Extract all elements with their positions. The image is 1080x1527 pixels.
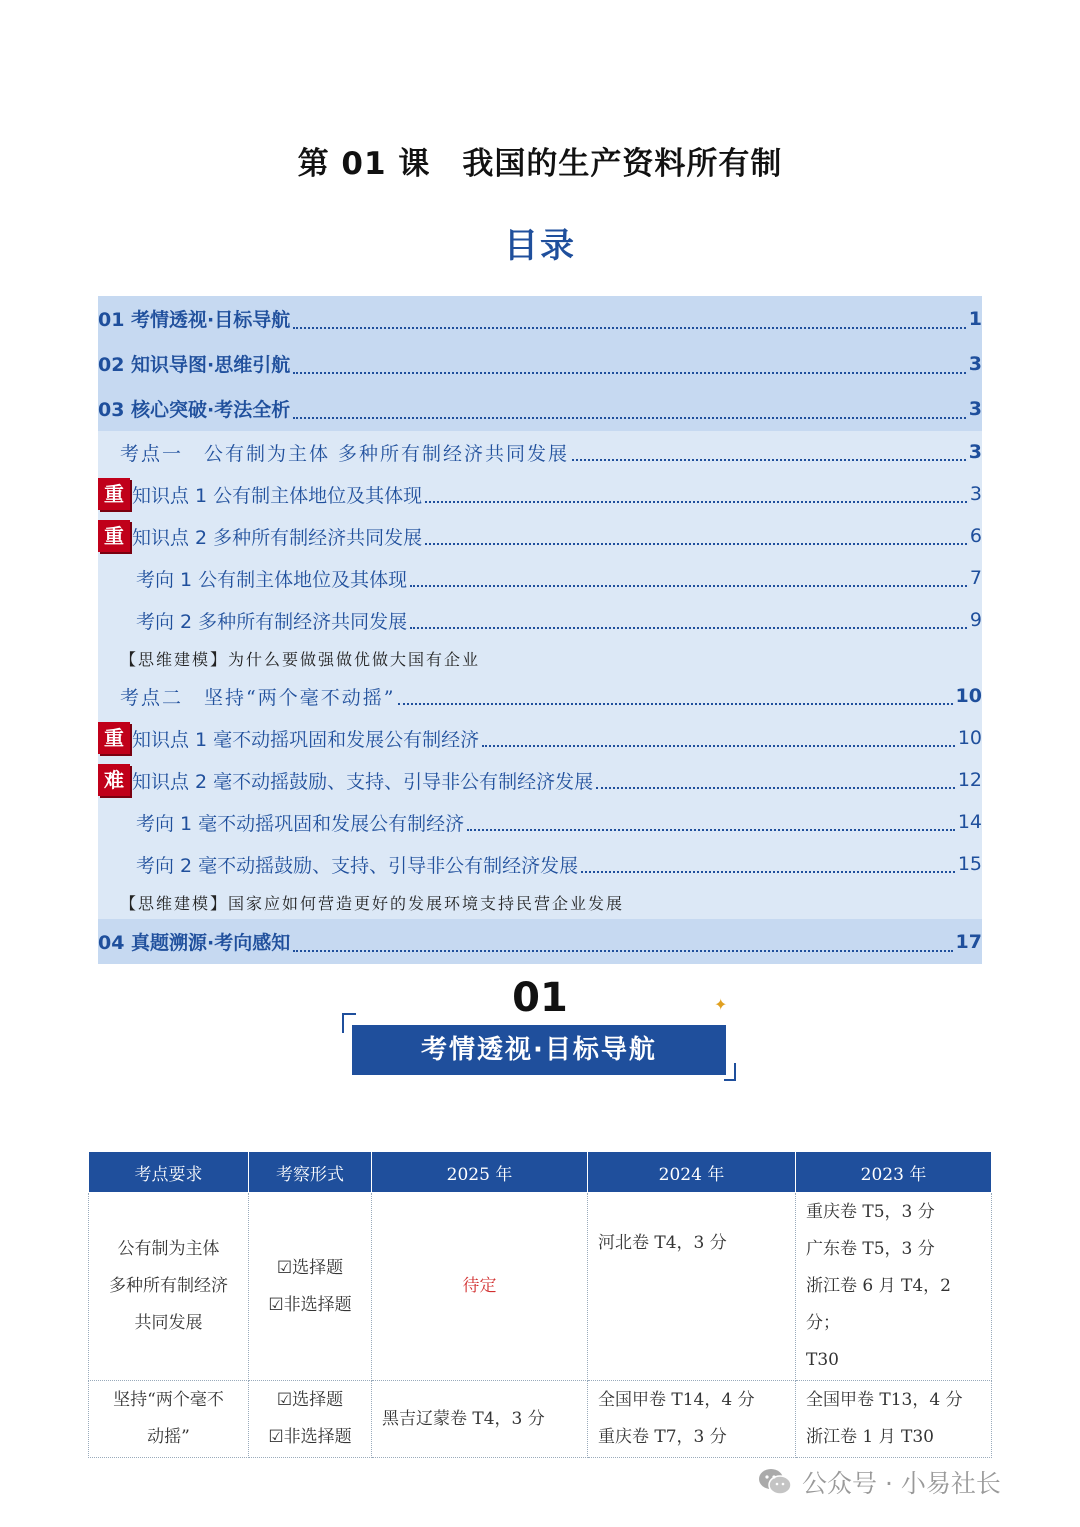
column-header: 2023 年: [796, 1152, 992, 1193]
dot-leader: [425, 501, 967, 503]
cell-line: 重庆卷 T7，3 分: [598, 1427, 727, 1447]
dot-leader: [410, 627, 967, 629]
dot-leader: [293, 950, 952, 952]
toc-page-number: 10: [957, 727, 982, 749]
toc-page-number: 7: [969, 567, 982, 589]
toc-entry[interactable]: [98, 885, 982, 919]
watermark-text: 公众号 · 小易社长: [802, 1469, 1001, 1498]
dot-leader: [482, 745, 955, 747]
cell-line: 黑吉辽蒙卷 T4，3 分: [382, 1408, 545, 1429]
column-header: 2024 年: [588, 1152, 796, 1193]
dot-leader: [398, 703, 952, 705]
key-point-badge: 重: [98, 722, 130, 754]
toc-page-number: 14: [957, 811, 982, 833]
toc-entry[interactable]: [98, 557, 982, 599]
toc-entry-label: 考点一 公有制为主体 多种所有制经济共同发展: [120, 442, 570, 465]
dot-leader: [425, 543, 967, 545]
section-title: 考情透视·目标导航: [352, 1025, 726, 1075]
toc-page-number: 3: [968, 441, 982, 463]
toc-entry[interactable]: [98, 717, 982, 759]
toc-entry[interactable]: [98, 919, 982, 964]
corner-bracket-right: [724, 1063, 736, 1081]
toc-entry[interactable]: [98, 341, 982, 386]
toc-entry-label: 03 核心突破·考法全析: [98, 399, 291, 421]
toc-heading: 目录: [504, 226, 576, 266]
dot-leader: [467, 829, 955, 831]
requirement-cell: [89, 1193, 249, 1381]
cell-line: 全国甲卷 T14，4 分: [598, 1390, 755, 1410]
toc-entry[interactable]: [98, 473, 982, 515]
cell-line: 广东卷 T5，3 分: [806, 1239, 935, 1259]
toc-entry-label: 【思维建模】国家应如何营造更好的发展环境支持民营企业发展: [120, 893, 625, 913]
toc-entry-label: 考向 1 公有制主体地位及其体现: [136, 568, 408, 591]
page-title: 第 01 课 我国的生产资料所有制: [297, 146, 783, 182]
cell-line: 公有制为主体: [117, 1239, 220, 1259]
cell-line: 坚持“两个毫不: [113, 1390, 224, 1410]
toc-entry-label: 考向 2 毫不动摇鼓励、支持、引导非公有制经济发展: [136, 854, 579, 877]
dot-leader: [293, 417, 965, 419]
section-banner: [340, 975, 740, 1085]
toc-entry[interactable]: [98, 386, 982, 431]
column-header: 考点要求: [89, 1152, 249, 1193]
column-header: 2025 年: [372, 1152, 588, 1193]
wechat-icon: [758, 1468, 792, 1496]
year-2024-cell: [588, 1381, 796, 1458]
toc-entry[interactable]: [98, 431, 982, 473]
toc-entry[interactable]: [98, 801, 982, 843]
cell-line: 共同发展: [134, 1313, 203, 1333]
toc-page-number: 10: [955, 685, 982, 707]
cell-line: 浙江卷 1 月 T30: [806, 1427, 934, 1447]
year-2024-cell: [588, 1193, 796, 1381]
key-point-badge: 重: [98, 478, 130, 510]
cell-line: 浙江卷 6 月 T4，2 分；: [806, 1276, 951, 1333]
table-row: [89, 1381, 992, 1458]
cell-line: 河北卷 T4，3 分: [598, 1233, 727, 1253]
key-point-badge: 重: [98, 520, 130, 552]
toc-entry-label: 知识点 2 多种所有制经济共同发展: [132, 526, 423, 549]
section-number: 01: [512, 975, 568, 1021]
pending-text: 待定: [462, 1276, 497, 1296]
toc-page-number: 3: [968, 352, 982, 375]
toc-entry[interactable]: [98, 641, 982, 675]
toc-page-number: 17: [955, 930, 982, 953]
toc-entry-label: 01 考情透视·目标导航: [98, 309, 291, 331]
toc-entry-label: 考向 1 毫不动摇巩固和发展公有制经济: [136, 812, 465, 835]
table-header-row: [89, 1152, 992, 1193]
year-2025-cell: [372, 1381, 588, 1458]
toc-entry[interactable]: [98, 599, 982, 641]
dot-leader: [410, 585, 967, 587]
toc-page-number: 3: [969, 483, 982, 505]
dot-leader: [293, 327, 965, 329]
dot-leader: [596, 787, 955, 789]
toc-entry-label: 知识点 2 毫不动摇鼓励、支持、引导非公有制经济发展: [132, 770, 594, 793]
cell-line: 全国甲卷 T13，4 分: [806, 1390, 963, 1410]
year-2023-cell: [796, 1193, 992, 1381]
dot-leader: [572, 459, 966, 461]
exam-analysis-table: [88, 1151, 992, 1458]
cell-line: 多种所有制经济: [109, 1276, 228, 1296]
toc-entry-label: 考点二 坚持“两个毫不动摇”: [120, 686, 396, 709]
toc-entry-label: 【思维建模】为什么要做强做优做大国有企业: [120, 649, 481, 669]
toc-page-number: 15: [957, 853, 982, 875]
toc-page-number: 6: [969, 525, 982, 547]
toc-entry[interactable]: [98, 515, 982, 557]
toc-page-number: 3: [968, 397, 982, 420]
requirement-cell: [89, 1381, 249, 1458]
toc-entry-label: 知识点 1 公有制主体地位及其体现: [132, 484, 423, 507]
form-cell: [249, 1193, 372, 1381]
sparkle-icon: ✦: [714, 995, 728, 1014]
dot-leader: [293, 372, 965, 374]
checkbox-item: ☑非选择题: [268, 1294, 352, 1315]
toc-page-number: 1: [968, 307, 982, 330]
table-row: [89, 1193, 992, 1381]
checkbox-item: ☑非选择题: [268, 1427, 352, 1447]
toc-entry[interactable]: [98, 675, 982, 717]
year-2023-cell: [796, 1381, 992, 1458]
toc-entry[interactable]: [98, 843, 982, 885]
checkbox-item: ☑选择题: [276, 1390, 344, 1410]
toc-entry-label: 知识点 1 毫不动摇巩固和发展公有制经济: [132, 728, 480, 751]
dot-leader: [581, 871, 955, 873]
toc-page-number: 9: [969, 609, 982, 631]
column-header: 考察形式: [249, 1152, 372, 1193]
toc-entry-label: 考向 2 多种所有制经济共同发展: [136, 610, 408, 633]
cell-line: T30: [806, 1350, 839, 1370]
toc-page-number: 12: [957, 769, 982, 791]
table-of-contents: [98, 296, 982, 964]
checkbox-item: ☑选择题: [276, 1257, 344, 1278]
cell-line: 动摇”: [147, 1427, 190, 1447]
difficult-point-badge: 难: [98, 764, 130, 796]
toc-entry-label: 02 知识导图·思维引航: [98, 354, 291, 376]
cell-line: 重庆卷 T5，3 分: [806, 1202, 935, 1222]
toc-entry-label: 04 真题溯源·考向感知: [98, 932, 291, 954]
form-cell: [249, 1381, 372, 1458]
year-2025-cell: [372, 1193, 588, 1381]
toc-entry[interactable]: [98, 759, 982, 801]
watermark: [758, 1462, 1058, 1502]
toc-entry[interactable]: [98, 296, 982, 341]
